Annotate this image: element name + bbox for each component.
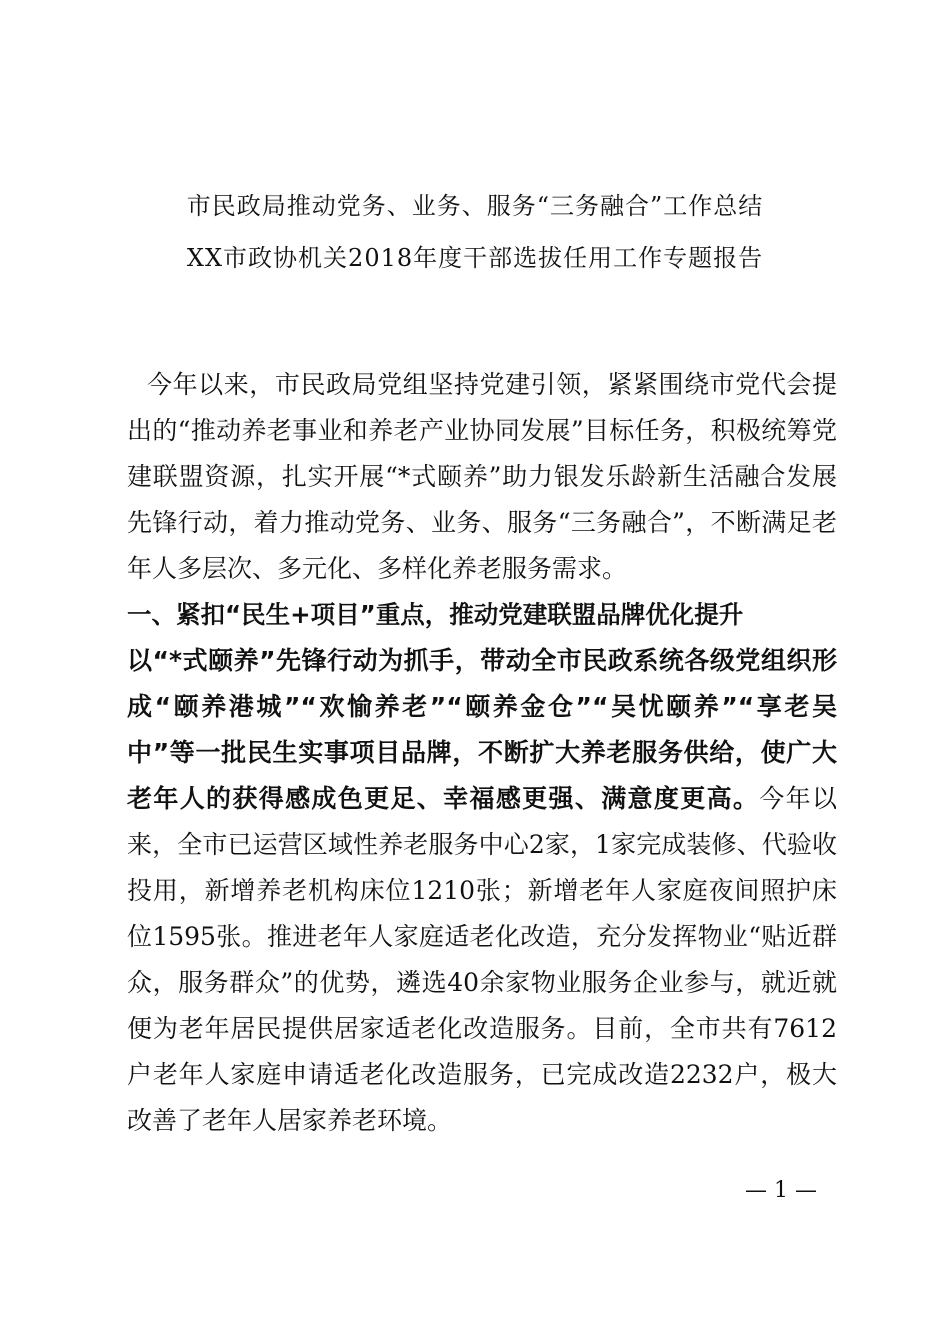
section-heading: 一、紧扣“民生+项目”重点，推动党建联盟品牌优化提升 [127,600,744,629]
title-block [0,180,950,284]
section-paragraph [127,638,837,1144]
document-title: 市民政局推动党务、业务、服务“三务融合”工作总结 [186,192,764,220]
document-body [127,362,837,1144]
document-subtitle: XX市政协机关2018年度干部选拔任用工作专题报告 [186,244,764,272]
intro-paragraph: 今年以来，市民政局党组坚持党建引领，紧紧围绕市党代会提出的“推动养老事业和养老产业协同发展”目标任务，积极统筹党建联盟资源，扎实开展“*式颐养”助力银发乐龄新生活融合发展先锋行动，着力推动党务、业务、服务“三务融合”，不断满足老年人多层次、多元化、多样化养老服务需求。 [127,370,837,583]
section-body-text: 今年以来，全市已运营区域性养老服务中心2家，1家完成装修、代验收投用，新增养老机构床位1210张；新增老年人家庭夜间照护床位1595张。推进老年人家庭适老化改造，充分发挥物业“贴近群众，服务群众”的优势，遴选40余家物业服务企业参与，就近就便为老年居民提供居家适老化改造服务。目前，全市共有7612户老年人家庭申请适老化改造服务，已完成改造2232户，极大改善了老年人居家养老环境。 [127,784,837,1135]
section-bold-lead: 以“*式颐养”先锋行动为抓手，带动全市民政系统各级党组织形成“颐养港城”“欢愉养老”“颐养金仓”“吴忧颐养”“享老吴中”等一批民生实事项目品牌，不断扩大养老服务供给，使广大老年人的获得感成色更足、幸福感更强、满意度更高。 [127,646,837,813]
page-number: — 1 — [745,1178,817,1203]
